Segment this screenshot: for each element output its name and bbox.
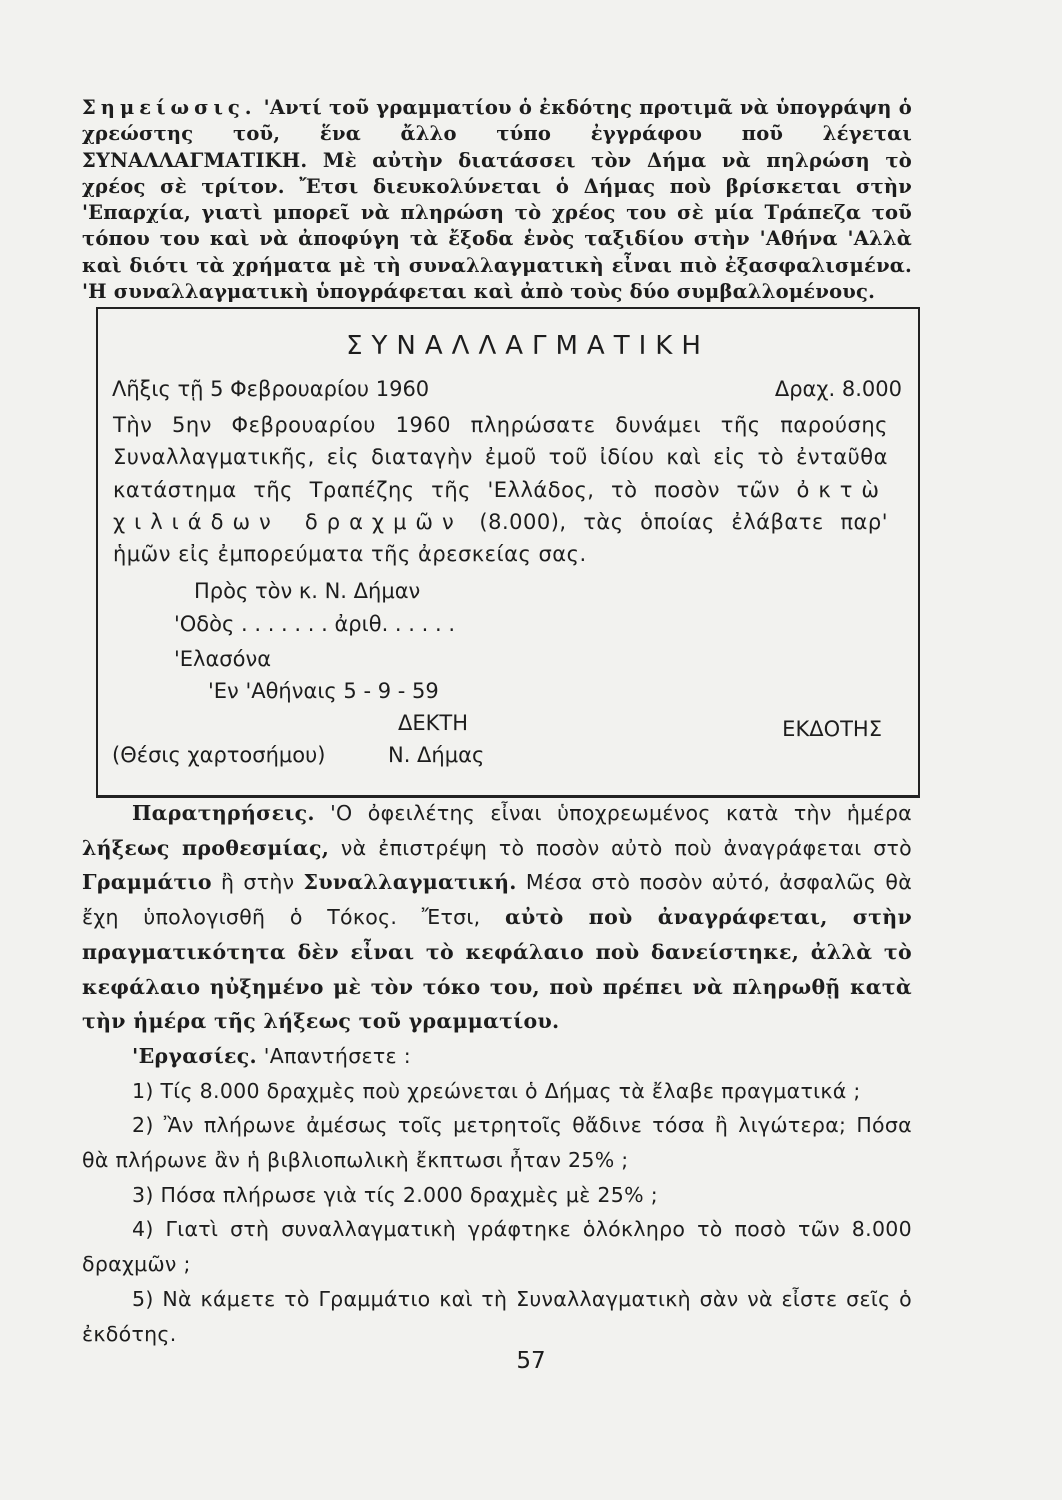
amount-in-words: ὀκτὼ χιλιάδων δραχμῶν	[113, 477, 888, 534]
exercise-item: 1) Τίς 8.000 δραχμὲς ποὺ χρεώνεται ὁ Δήμας τὰ ἔλαβε πραγματικά ;	[132, 1078, 861, 1103]
remarks-text-2: νὰ ἐπιστρέψη τὸ ποσὸν αὐτὸ ποὺ ἀναγράφεται στὸ	[340, 835, 912, 860]
place-date-line: 'Εν 'Αθήναις 5 - 9 - 59	[208, 679, 439, 703]
page-number: 57	[516, 1348, 546, 1374]
remarks-paragraph	[82, 796, 912, 1039]
exercises-heading	[82, 1039, 912, 1074]
acceptor-name: Ν. Δήμας	[388, 743, 485, 767]
issuer-label: ΕΚΔΟΤΗΣ	[782, 717, 882, 741]
remarks-bold-1: λήξεως προθεσμίας,	[82, 835, 330, 860]
exercise-item: 2) Ἂν πλήρωνε ἀμέσως τοῖς μετρητοῖς θἄδινε τόσα ἢ λιγώτερα; Πόσα θὰ πλήρωνε ἂν ἡ βιβλιοπωλικὴ ἔκπτωσι ἦταν 25% ;	[82, 1113, 912, 1173]
town-line: 'Ελασόνα	[174, 647, 272, 671]
remarks-bold-4: αὐτὸ ποὺ ἀναγράφεται, στὴν πραγματικότητα δὲν εἶναι τὸ κεφάλαιο ποὺ δανείστηκε, ἀλλὰ τὸ κεφάλαιο ηὐξημένο μὲ τὸν τόκο του, ποὺ πρέπει νὰ πληρωθῇ κατὰ τὴν ἡμέρα τῆς λήξεως τοῦ γραμματίου.	[82, 905, 913, 1034]
street-line: 'Οδὸς . . . . . . . ἀριθ. . . . . .	[174, 612, 456, 636]
remarks-section	[82, 796, 912, 1351]
remarks-label: Παρατηρήσεις.	[132, 801, 315, 825]
bill-body-end: (8.000), τὰς ὁποίας ἐλάβατε παρ' ἡμῶν εἰς ἐμπορεύματα τῆς ἀρεσκείας σας.	[113, 509, 888, 567]
bill-body	[113, 409, 888, 570]
exercise-item: 3) Πόσα πλήρωσε γιὰ τίς 2.000 δραχμὲς μὲ 25% ;	[132, 1182, 658, 1207]
bill-of-exchange-form	[96, 307, 920, 798]
remarks-bold-2: Γραμμάτιο	[82, 870, 212, 895]
remarks-text-4: Μέσα στὸ ποσὸν αὐτό, ἀσφαλῶς θὰ ἔχη ὑπολογισθῆ ὁ Τόκος. Ἔτσι,	[82, 870, 913, 930]
exercises-intro: 'Απαντήσετε :	[263, 1043, 411, 1068]
introductory-note	[82, 95, 912, 305]
exercises-label: 'Εργασίες.	[132, 1043, 257, 1068]
bill-amount: Δραχ. 8.000	[774, 377, 902, 401]
exercise-item: 5) Νὰ κάμετε τὸ Γραμμάτιο καὶ τὴ Συναλλαγματικὴ σὰν νὰ εἶστε σεῖς ὁ ἐκδότης.	[82, 1286, 912, 1346]
note-label: Σημείωσις.	[82, 96, 257, 119]
remarks-bold-3: Συναλλαγματική.	[303, 870, 517, 895]
remarks-text-3: ἢ στὴν	[220, 870, 295, 895]
stamp-placeholder: (Θέσις χαρτοσήμου)	[112, 743, 326, 767]
remarks-text-1: 'Ο ὀφειλέτης εἶναι ὑποχρεωμένος κατὰ τὴν ἡμέρα	[330, 801, 912, 825]
acceptor-label: ΔΕΚΤΗ	[398, 711, 469, 735]
note-text: 'Αντί τοῦ γραμματίου ὁ ἐκδότης προτιμᾶ νὰ ὑπογράψη ὁ χρεώστης τοῦ, ἕνα ἄλλο τύπο ἐγγράφου ποῦ λέγεται ΣΥΝΑΛΛΑΓΜΑΤΙΚΗ. Μὲ αὐτὴν διατάσσει τὸν Δήμα νὰ πηλρώση τὸ χρέος σὲ τρίτον. Ἔτσι διευκολύνεται ὁ Δήμας ποὺ βρίσκεται στὴν 'Επαρχία, γιατὶ μπορεῖ νὰ πληρώση τὸ χρέος του σὲ μία Τράπεζα τοῦ τόπου του καὶ νὰ ἀποφύγη τὰ ἔξοδα ἑνὸς ταξιδίου στὴν 'Αθήνα 'Αλλὰ καὶ διότι τὰ χρήματα μὲ τὴ συναλλαγματικὴ εἶναι πιὸ ἐξασφαλισμένα. 'Η συναλλαγματικὴ ὑπογράφεται καὶ ἀπὸ τοὺς δύο συμβαλλομένους.	[82, 96, 912, 304]
addressee-line: Πρὸς τὸν κ. Ν. Δήμαν	[194, 579, 421, 603]
bill-body-start: Τὴν 5ην Φεβρουαρίου 1960 πληρώσατε δυνάμει τῆς παρούσης Συναλλαγματικῆς, εἰς διαταγὴν ἐμοῦ τοῦ ἰδίου καὶ εἰς τὸ ἐνταῦθα κατάστημα τῆς Τραπέζης τῆς 'Ελλάδος, τὸ ποσὸν τῶν	[113, 413, 888, 502]
bill-title: ΣΥΝΑΛΛΑΓΜΑΤΙΚΗ	[346, 331, 710, 361]
maturity-date: Λῆξις τῇ 5 Φεβρουαρίου 1960	[112, 377, 430, 401]
exercise-item: 4) Γιατὶ στὴ συναλλαγματικὴ γράφτηκε ὁλόκληρο τὸ ποσὸ τῶν 8.000 δραχμῶν ;	[82, 1217, 912, 1277]
